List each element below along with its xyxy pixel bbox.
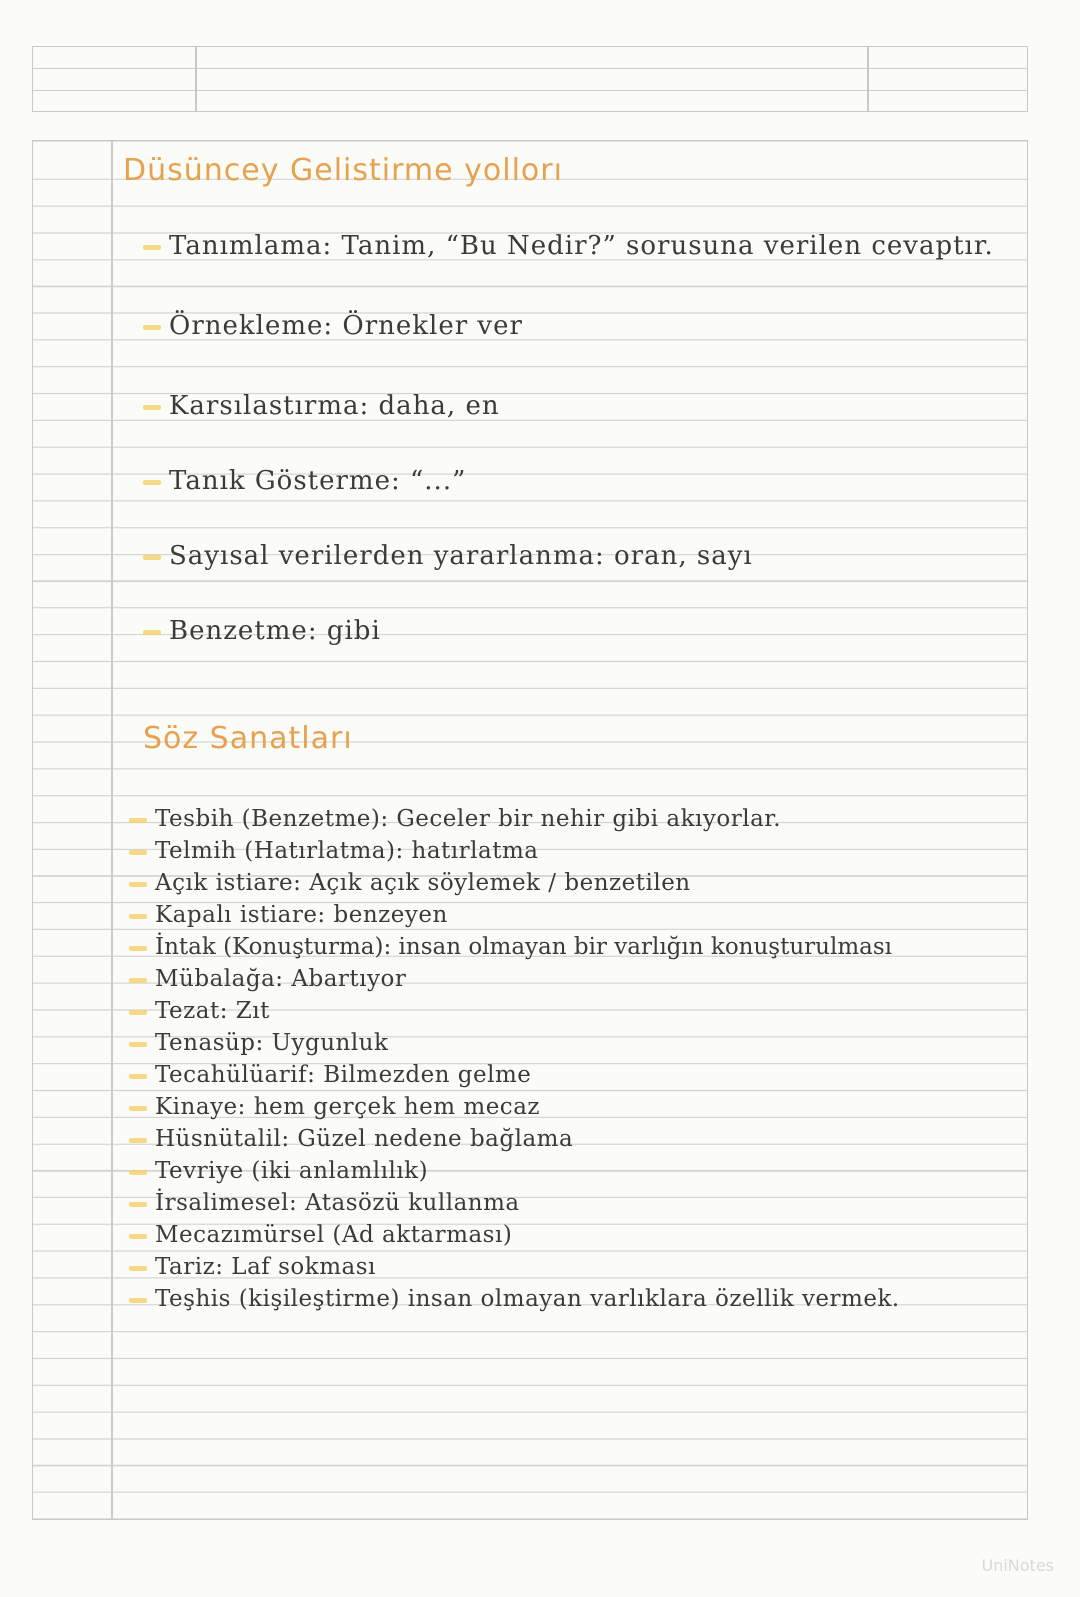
list-item-ornekleme: Örnekleme: Örnekler ver (143, 311, 523, 341)
highlight-dash (129, 882, 147, 887)
list-item-husnutalil: Hüsnütalil: Güzel nedene bağlama (129, 1126, 573, 1152)
list-item-tenasup: Tenasüp: Uygunluk (129, 1030, 388, 1056)
list-item-intak: İntak (Konuşturma): insan olmayan bir varlığın konuşturulması (129, 934, 892, 960)
watermark: UniNotes (981, 1556, 1054, 1575)
highlight-dash (129, 946, 147, 951)
highlight-dash (129, 1234, 147, 1239)
list-item-kapali-istiare: Kapalı istiare: benzeyen (129, 902, 448, 928)
list-item-benzetme: Benzetme: gibi (143, 616, 381, 646)
highlight-dash (129, 1138, 147, 1143)
section-heading-dusunceyi-gelistirme: Düsüncey Gelistirme yollorı (123, 153, 563, 188)
notebook-page (32, 140, 1028, 1520)
list-item-tesbih: Tesbih (Benzetme): Geceler bir nehir gibi akıyorlar. (129, 806, 781, 832)
list-item-tanik-gosterme: Tanık Gösterme: “...” (143, 466, 466, 496)
highlight-dash (129, 1170, 147, 1175)
highlight-dash (129, 850, 147, 855)
header-divider-right (867, 47, 869, 111)
highlight-dash (129, 1074, 147, 1079)
list-item-karsilastirma: Karsılastırma: daha, en (143, 391, 500, 421)
highlight-dash (129, 1266, 147, 1271)
highlight-dash (129, 1298, 147, 1303)
list-item-tecahuluarif: Tecahülüarif: Bilmezden gelme (129, 1062, 531, 1088)
highlight-dash (143, 325, 161, 330)
list-item-telmih: Telmih (Hatırlatma): hatırlatma (129, 838, 538, 864)
highlight-dash (143, 555, 161, 560)
list-item-tevriye: Tevriye (iki anlamlılık) (129, 1158, 428, 1184)
highlight-dash (129, 914, 147, 919)
section-heading-soz-sanatlari: Söz Sanatları (143, 721, 353, 756)
highlight-dash (143, 480, 161, 485)
highlight-dash (129, 1010, 147, 1015)
highlight-dash (129, 1202, 147, 1207)
margin-line (111, 141, 113, 1519)
list-item-tariz: Tariz: Laf sokması (129, 1254, 376, 1280)
highlight-dash (129, 978, 147, 983)
highlight-dash (129, 1042, 147, 1047)
list-item-mecazimursel: Mecazımürsel (Ad aktarması) (129, 1222, 512, 1248)
highlight-dash (129, 1106, 147, 1111)
list-item-irsalimesel: İrsalimesel: Atasözü kullanma (129, 1190, 520, 1216)
list-item-kinaye: Kinaye: hem gerçek hem mecaz (129, 1094, 540, 1120)
header-box (32, 46, 1028, 112)
highlight-dash (129, 818, 147, 823)
list-item-tezat: Tezat: Zıt (129, 998, 270, 1024)
header-divider-left (195, 47, 197, 111)
list-item-teshis: Teşhis (kişileştirme) insan olmayan varlıklara özellik vermek. (129, 1286, 900, 1312)
list-item-tanimlama: Tanımlama: Tanim, “Bu Nedir?” sorusuna verilen cevaptır. (143, 231, 994, 261)
list-item-acik-istiare: Açık istiare: Açık açık söylemek / benzetilen (129, 870, 691, 896)
list-item-mubalaga: Mübalağa: Abartıyor (129, 966, 406, 992)
highlight-dash (143, 630, 161, 635)
highlight-dash (143, 405, 161, 410)
highlight-dash (143, 245, 161, 250)
list-item-sayisal-veriler: Sayısal verilerden yararlanma: oran, sayı (143, 541, 753, 571)
